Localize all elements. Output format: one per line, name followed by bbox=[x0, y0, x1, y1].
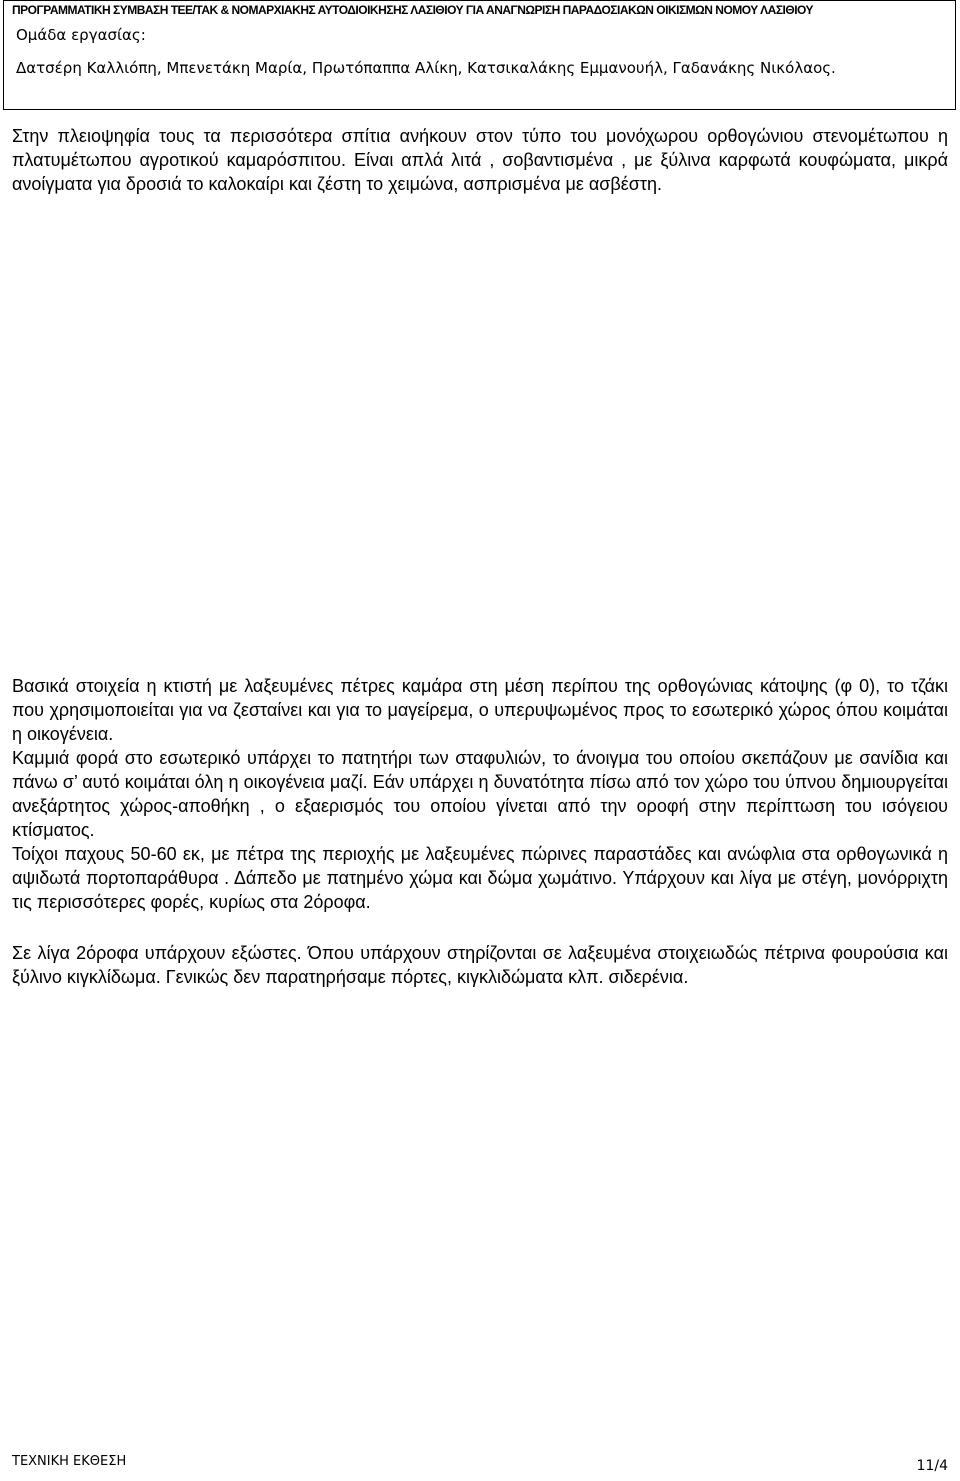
paragraph-elements bbox=[12, 674, 948, 914]
paragraph-balconies: Σε λίγα 2όροφα υπάρχουν εξώστες. Όπου υπάρχουν στηρίζονται σε λαξευμένα στοιχειωδώς πέτρινα φουρούσια και ξύλινο κιγκλίδωμα. Γενικώς δεν παρατηρήσαμε πόρτες, κιγκλιδώματα κλπ. σιδερένια. bbox=[12, 943, 948, 987]
group-members: Δατσέρη Καλλιόπη, Μπενετάκη Μαρία, Πρωτόπαππα Αλίκη, Κατσικαλάκης Εμμανουήλ, Γαδανάκης Νικόλαος. bbox=[16, 59, 836, 77]
header-box bbox=[3, 0, 956, 110]
header-title: ΠΡΟΓΡΑΜΜΑΤΙΚΗ ΣΥΜΒΑΣΗ ΤΕΕ/ΤΑΚ & ΝΟΜΑΡΧΙΑΚΗΣ ΑΥΤΟΔΙΟΙΚΗΣΗΣ ΛΑΣΙΘΙΟΥ ΓΙΑ ΑΝΑΓΝΩΡΙΣΗ ΠΑΡΑΔΟΣΙΑΚΩΝ ΟΙΚΙΣΜΩΝ ΝΟΜΟΥ ΛΑΣΙΘΙΟΥ bbox=[12, 3, 814, 17]
paragraph-line: Βασικά στοιχεία η κτιστή με λαξευμένες πέτρες καμάρα στη μέση περίπου της ορθογώνιας κάτοψης (φ 0), το τζάκι που χρησιμοποιείται για να ζεσταίνει και για το μαγείρεμα, ο υπερυψωμένος προς το εσωτερικό χώρος όπου κοιμάται η οικογένεια. bbox=[12, 676, 948, 744]
footer-label: ΤΕΧΝΙΚΗ ΕΚΘΕΣΗ bbox=[12, 1454, 127, 1469]
paragraph-houses: Στην πλειοψηφία τους τα περισσότερα σπίτια ανήκουν στον τύπο του μονόχωρου ορθογώνιου στενομέτωπου η πλατυμέτωπου αγροτικού καμαρόσπιτου. Είναι απλά λιτά , σοβαντισμένα , με ξύλινα καρφωτά κουφώματα, μικρά ανοίγματα για δροσιά το καλοκαίρι και ζέστη το χειμώνα, ασπρισμένα με ασβέστη. bbox=[12, 126, 948, 194]
paragraph-line: Καμμιά φορά στο εσωτερικό υπάρχει το πατητήρι των σταφυλιών, το άνοιγμα του οποίου σκεπάζουν με σανίδια και πάνω σ’ αυτό κοιμάται όλη η οικογένεια μαζί. Εάν υπάρχει η δυνατότητα πίσω από τον χώρο του ύπνου δημιουργείται ανεξάρτητος χώρος-αποθήκη , ο εξαερισμός του οποίου γίνεται από την οροφή στην περίπτωση του ισόγειου κτίσματος. bbox=[12, 748, 948, 840]
group-label: Ομάδα εργασίας: bbox=[16, 26, 146, 44]
paragraph-line: Τοίχοι παχους 50-60 εκ, με πέτρα της περιοχής με λαξευμένες πώρινες παραστάδες και ανώφλια στα ορθογωνικά η αψιδωτά πορτοπαράθυρα . Δάπεδο με πατημένο χώμα και δώμα χωμάτινο. Υπάρχουν και λίγα με στέγη, μονόρριχτη τις περισσότερες φορές, κυρίως στα 2όροφα. bbox=[12, 844, 948, 912]
page-number: 11/4 bbox=[916, 1458, 948, 1474]
